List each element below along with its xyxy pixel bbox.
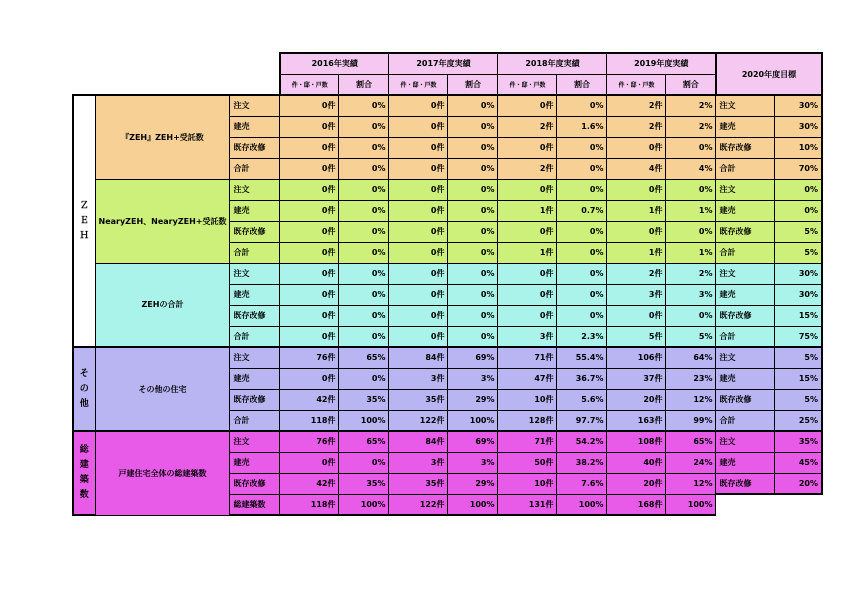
ratio-cell: 0% <box>448 137 498 158</box>
count-cell: 5件 <box>607 326 666 347</box>
ratio-cell: 69% <box>448 431 498 452</box>
count-cell: 84件 <box>389 347 448 368</box>
row-label: 総建築数 <box>230 494 280 515</box>
ratio-cell: 0% <box>339 200 389 221</box>
count-cell: 76件 <box>280 347 339 368</box>
count-cell: 20件 <box>607 389 666 410</box>
target-value: 20% <box>775 473 822 494</box>
ratio-cell: 99% <box>666 410 716 431</box>
count-cell: 131件 <box>498 494 557 515</box>
row-label: 建売 <box>230 452 280 473</box>
count-cell: 106件 <box>607 347 666 368</box>
count-cell: 71件 <box>498 347 557 368</box>
target-value: 5% <box>775 242 822 263</box>
target-header: 2020年度目標 <box>716 53 822 95</box>
ratio-cell: 0% <box>339 284 389 305</box>
ratio-cell: 100% <box>448 410 498 431</box>
count-cell: 122件 <box>389 410 448 431</box>
row-label: 合計 <box>230 326 280 347</box>
target-value: 70% <box>775 158 822 179</box>
ratio-cell: 0% <box>339 263 389 284</box>
target-value: 0% <box>775 179 822 200</box>
year-header-2019: 2019年度実績 <box>607 53 716 74</box>
target-value: 15% <box>775 368 822 389</box>
count-cell: 37件 <box>607 368 666 389</box>
ratio-cell: 0% <box>557 305 607 326</box>
count-cell: 71件 <box>498 431 557 452</box>
ratio-cell: 100% <box>666 494 716 515</box>
ratio-cell: 0% <box>557 263 607 284</box>
section-label <box>73 347 95 431</box>
section-label-char: 総 <box>79 445 89 455</box>
ratio-cell: 29% <box>448 389 498 410</box>
target-value: 0% <box>775 200 822 221</box>
count-cell: 0件 <box>280 242 339 263</box>
ratio-cell: 0% <box>557 95 607 116</box>
count-cell: 168件 <box>607 494 666 515</box>
count-cell: 0件 <box>389 179 448 200</box>
group-label: 『ZEH』ZEH+受託数 <box>95 95 230 179</box>
row-label: 既存改修 <box>230 473 280 494</box>
ratio-cell: 0% <box>339 95 389 116</box>
count-cell: 1件 <box>498 242 557 263</box>
ratio-cell: 69% <box>448 347 498 368</box>
row-label: 注文 <box>230 95 280 116</box>
target-empty <box>716 494 822 515</box>
section-label-char: 建 <box>79 460 89 470</box>
ratio-cell: 100% <box>339 494 389 515</box>
ratio-cell: 0% <box>557 284 607 305</box>
target-value: 25% <box>775 410 822 431</box>
count-cell: 0件 <box>280 452 339 473</box>
ratio-cell: 0% <box>448 158 498 179</box>
ratio-cell: 0% <box>448 221 498 242</box>
ratio-cell: 5% <box>666 326 716 347</box>
ratio-cell: 0% <box>339 368 389 389</box>
row-label: 既存改修 <box>230 389 280 410</box>
count-cell: 118件 <box>280 410 339 431</box>
section-label-char: Ｈ <box>79 230 89 241</box>
count-cell: 0件 <box>389 158 448 179</box>
count-cell: 0件 <box>280 95 339 116</box>
group-label: 戸建住宅全体の総建築数 <box>95 431 230 515</box>
year-header-2018: 2018年度実績 <box>498 53 607 74</box>
ratio-subheader: 割合 <box>666 74 716 95</box>
target-value: 30% <box>775 284 822 305</box>
ratio-cell: 0% <box>448 116 498 137</box>
count-cell: 0件 <box>607 179 666 200</box>
target-value: 15% <box>775 305 822 326</box>
count-cell: 0件 <box>280 200 339 221</box>
target-value: 5% <box>775 347 822 368</box>
target-label: 注文 <box>716 347 775 368</box>
target-label: 既存改修 <box>716 305 775 326</box>
count-cell: 0件 <box>389 326 448 347</box>
ratio-cell: 0.7% <box>557 200 607 221</box>
ratio-cell: 0% <box>666 221 716 242</box>
section-label-char: そ <box>79 368 89 379</box>
ratio-cell: 65% <box>339 347 389 368</box>
ratio-cell: 0% <box>448 95 498 116</box>
target-value: 75% <box>775 326 822 347</box>
ratio-cell: 0% <box>339 221 389 242</box>
ratio-subheader: 割合 <box>557 74 607 95</box>
ratio-cell: 65% <box>666 431 716 452</box>
count-cell: 118件 <box>280 494 339 515</box>
ratio-cell: 36.7% <box>557 368 607 389</box>
count-cell: 42件 <box>280 389 339 410</box>
row-label: 合計 <box>230 410 280 431</box>
ratio-cell: 5.6% <box>557 389 607 410</box>
count-cell: 0件 <box>389 200 448 221</box>
ratio-cell: 24% <box>666 452 716 473</box>
target-label: 注文 <box>716 95 775 116</box>
ratio-cell: 100% <box>557 494 607 515</box>
year-header-2016: 2016年実績 <box>280 53 389 74</box>
count-subheader: 件・邸・戸数 <box>280 74 339 95</box>
row-label: 建売 <box>230 116 280 137</box>
row-label: 既存改修 <box>230 137 280 158</box>
ratio-subheader: 割合 <box>448 74 498 95</box>
ratio-cell: 12% <box>666 473 716 494</box>
count-cell: 0件 <box>280 326 339 347</box>
target-label: 既存改修 <box>716 389 775 410</box>
count-cell: 0件 <box>280 179 339 200</box>
ratio-cell: 0% <box>339 452 389 473</box>
count-cell: 0件 <box>389 263 448 284</box>
target-label: 建売 <box>716 200 775 221</box>
count-cell: 0件 <box>607 137 666 158</box>
ratio-cell: 1.6% <box>557 116 607 137</box>
count-cell: 10件 <box>498 473 557 494</box>
count-cell: 1件 <box>607 242 666 263</box>
count-cell: 35件 <box>389 473 448 494</box>
ratio-cell: 23% <box>666 368 716 389</box>
target-value: 10% <box>775 137 822 158</box>
target-label: 建売 <box>716 368 775 389</box>
ratio-cell: 2.3% <box>557 326 607 347</box>
row-label: 合計 <box>230 158 280 179</box>
group-label: その他の住宅 <box>95 347 230 431</box>
row-label: 建売 <box>230 284 280 305</box>
row-label: 注文 <box>230 431 280 452</box>
ratio-cell: 54.2% <box>557 431 607 452</box>
count-cell: 2件 <box>498 116 557 137</box>
ratio-subheader: 割合 <box>339 74 389 95</box>
count-cell: 3件 <box>389 452 448 473</box>
ratio-cell: 7.6% <box>557 473 607 494</box>
target-label: 注文 <box>716 179 775 200</box>
ratio-cell: 2% <box>666 116 716 137</box>
section-label-char: の <box>79 383 89 394</box>
ratio-cell: 0% <box>448 326 498 347</box>
ratio-cell: 0% <box>557 158 607 179</box>
count-cell: 0件 <box>389 95 448 116</box>
ratio-cell: 0% <box>339 158 389 179</box>
ratio-cell: 97.7% <box>557 410 607 431</box>
ratio-cell: 12% <box>666 389 716 410</box>
count-cell: 47件 <box>498 368 557 389</box>
header-spacer <box>73 53 280 74</box>
ratio-cell: 0% <box>339 326 389 347</box>
target-label: 合計 <box>716 410 775 431</box>
count-subheader: 件・邸・戸数 <box>498 74 557 95</box>
count-cell: 20件 <box>607 473 666 494</box>
section-label-char: 築 <box>79 475 89 485</box>
count-cell: 0件 <box>498 305 557 326</box>
target-value: 5% <box>775 389 822 410</box>
row-label: 既存改修 <box>230 221 280 242</box>
ratio-cell: 0% <box>448 284 498 305</box>
count-cell: 0件 <box>498 137 557 158</box>
count-cell: 10件 <box>498 389 557 410</box>
count-cell: 0件 <box>280 137 339 158</box>
count-cell: 0件 <box>389 284 448 305</box>
target-label: 既存改修 <box>716 221 775 242</box>
ratio-cell: 0% <box>339 305 389 326</box>
count-cell: 0件 <box>280 284 339 305</box>
count-cell: 0件 <box>389 116 448 137</box>
group-label: NearyZEH、NearyZEH+受託数 <box>95 179 230 263</box>
ratio-cell: 0% <box>339 137 389 158</box>
count-cell: 2件 <box>607 263 666 284</box>
ratio-cell: 1% <box>666 200 716 221</box>
ratio-cell: 0% <box>448 263 498 284</box>
target-value: 30% <box>775 116 822 137</box>
count-cell: 76件 <box>280 431 339 452</box>
count-cell: 0件 <box>607 221 666 242</box>
target-label: 合計 <box>716 326 775 347</box>
count-cell: 0件 <box>498 284 557 305</box>
count-subheader: 件・邸・戸数 <box>607 74 666 95</box>
row-label: 建売 <box>230 200 280 221</box>
ratio-cell: 3% <box>666 284 716 305</box>
ratio-cell: 3% <box>448 452 498 473</box>
count-cell: 2件 <box>498 158 557 179</box>
ratio-cell: 0% <box>557 179 607 200</box>
count-cell: 0件 <box>280 305 339 326</box>
ratio-cell: 0% <box>557 242 607 263</box>
ratio-cell: 65% <box>339 431 389 452</box>
ratio-cell: 0% <box>448 242 498 263</box>
count-cell: 0件 <box>498 95 557 116</box>
subheader-spacer <box>73 74 280 95</box>
ratio-cell: 0% <box>339 242 389 263</box>
target-value: 30% <box>775 263 822 284</box>
count-cell: 4件 <box>607 158 666 179</box>
ratio-cell: 1% <box>666 242 716 263</box>
row-label: 合計 <box>230 242 280 263</box>
count-cell: 0件 <box>498 263 557 284</box>
target-value: 30% <box>775 95 822 116</box>
ratio-cell: 35% <box>339 473 389 494</box>
row-label: 注文 <box>230 347 280 368</box>
count-cell: 42件 <box>280 473 339 494</box>
ratio-cell: 0% <box>666 179 716 200</box>
count-subheader: 件・邸・戸数 <box>389 74 448 95</box>
section-label <box>73 431 95 515</box>
target-label: 既存改修 <box>716 473 775 494</box>
ratio-cell: 2% <box>666 95 716 116</box>
count-cell: 3件 <box>498 326 557 347</box>
target-label: 合計 <box>716 242 775 263</box>
target-label: 既存改修 <box>716 137 775 158</box>
ratio-cell: 55.4% <box>557 347 607 368</box>
count-cell: 84件 <box>389 431 448 452</box>
count-cell: 1件 <box>498 200 557 221</box>
count-cell: 2件 <box>607 95 666 116</box>
ratio-cell: 0% <box>666 305 716 326</box>
count-cell: 0件 <box>280 116 339 137</box>
ratio-cell: 0% <box>448 179 498 200</box>
row-label: 建売 <box>230 368 280 389</box>
ratio-cell: 2% <box>666 263 716 284</box>
section-label-char: Ｅ <box>79 215 89 226</box>
target-value: 45% <box>775 452 822 473</box>
ratio-cell: 100% <box>448 494 498 515</box>
ratio-cell: 100% <box>339 410 389 431</box>
ratio-cell: 4% <box>666 158 716 179</box>
count-cell: 0件 <box>280 158 339 179</box>
count-cell: 122件 <box>389 494 448 515</box>
count-cell: 50件 <box>498 452 557 473</box>
ratio-cell: 0% <box>339 116 389 137</box>
count-cell: 35件 <box>389 389 448 410</box>
section-label-char: 他 <box>79 398 89 409</box>
section-label-char: Ｚ <box>79 200 89 211</box>
row-label: 注文 <box>230 263 280 284</box>
count-cell: 0件 <box>389 305 448 326</box>
count-cell: 0件 <box>280 263 339 284</box>
ratio-cell: 0% <box>339 179 389 200</box>
target-label: 建売 <box>716 284 775 305</box>
ratio-cell: 64% <box>666 347 716 368</box>
count-cell: 128件 <box>498 410 557 431</box>
target-value: 5% <box>775 221 822 242</box>
count-cell: 163件 <box>607 410 666 431</box>
target-label: 注文 <box>716 263 775 284</box>
row-label: 既存改修 <box>230 305 280 326</box>
count-cell: 0件 <box>280 368 339 389</box>
ratio-cell: 0% <box>557 137 607 158</box>
count-cell: 0件 <box>389 221 448 242</box>
count-cell: 108件 <box>607 431 666 452</box>
section-label-char: 数 <box>79 490 89 500</box>
count-cell: 40件 <box>607 452 666 473</box>
ratio-cell: 38.2% <box>557 452 607 473</box>
count-cell: 0件 <box>280 221 339 242</box>
target-label: 注文 <box>716 431 775 452</box>
count-cell: 0件 <box>498 179 557 200</box>
count-cell: 3件 <box>389 368 448 389</box>
year-header-2017: 2017年度実績 <box>389 53 498 74</box>
ratio-cell: 3% <box>448 368 498 389</box>
count-cell: 1件 <box>607 200 666 221</box>
count-cell: 2件 <box>607 116 666 137</box>
row-label: 注文 <box>230 179 280 200</box>
count-cell: 0件 <box>389 242 448 263</box>
count-cell: 0件 <box>607 305 666 326</box>
ratio-cell: 29% <box>448 473 498 494</box>
target-label: 建売 <box>716 116 775 137</box>
ratio-cell: 0% <box>448 305 498 326</box>
ratio-cell: 0% <box>557 221 607 242</box>
group-label: ZEHの合計 <box>95 263 230 347</box>
target-value: 35% <box>775 431 822 452</box>
ratio-cell: 0% <box>448 200 498 221</box>
ratio-cell: 0% <box>666 137 716 158</box>
count-cell: 0件 <box>389 137 448 158</box>
count-cell: 3件 <box>607 284 666 305</box>
section-label <box>73 95 95 347</box>
count-cell: 0件 <box>498 221 557 242</box>
target-label: 合計 <box>716 158 775 179</box>
ratio-cell: 35% <box>339 389 389 410</box>
target-label: 建売 <box>716 452 775 473</box>
zeh-results-table <box>72 52 823 516</box>
